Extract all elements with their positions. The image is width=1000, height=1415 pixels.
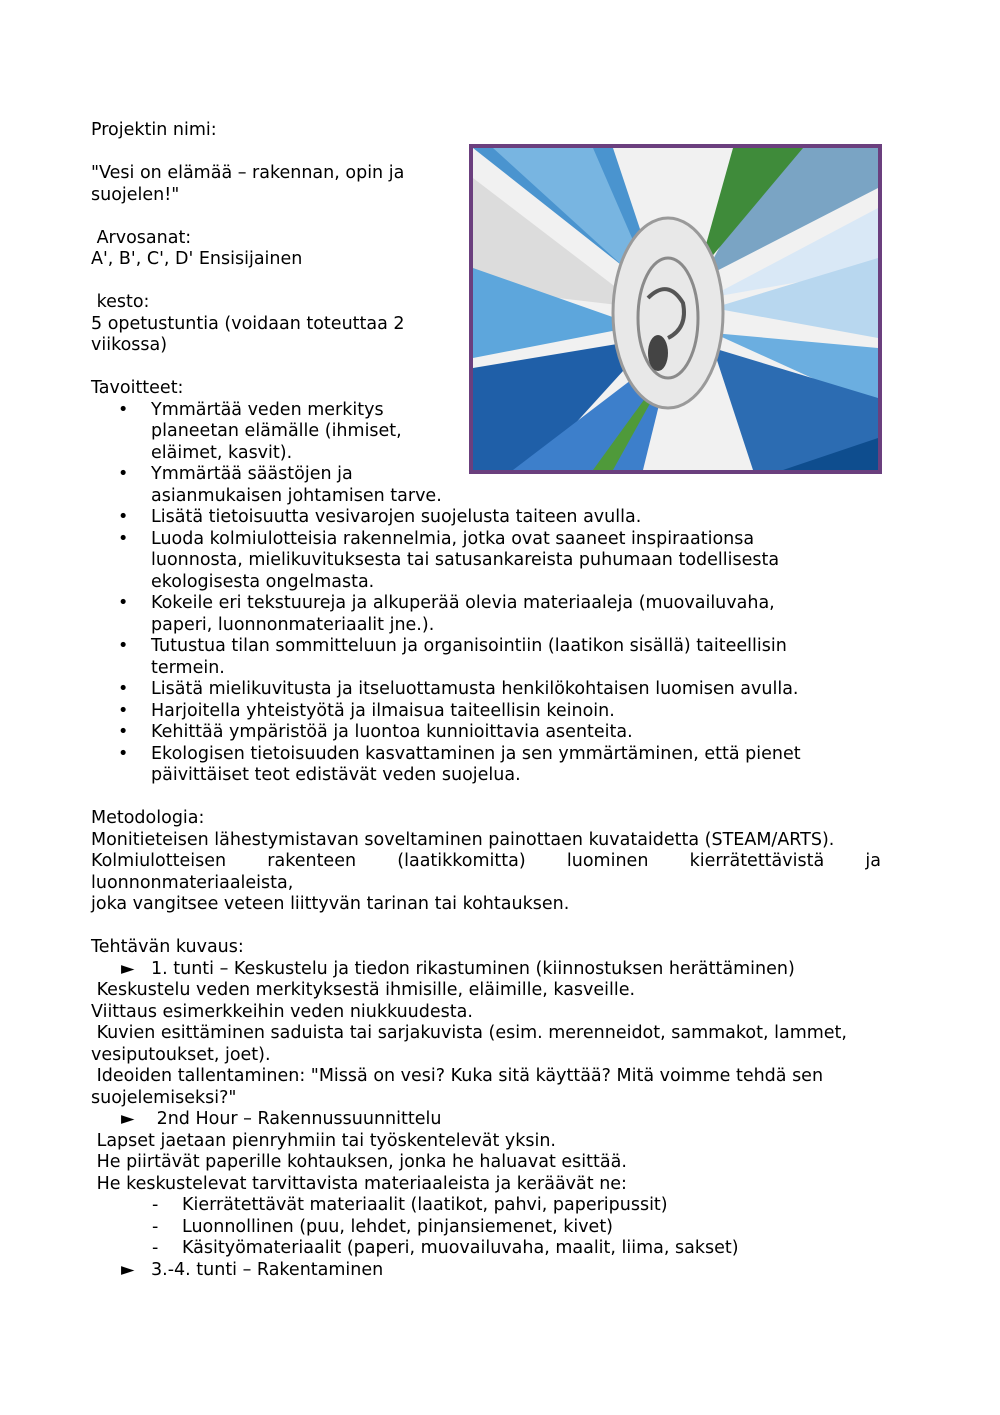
project-title-line: suojelen!" <box>91 184 180 205</box>
bullet-icon: • <box>118 679 129 699</box>
goal-item <box>91 593 881 636</box>
bullet-icon: • <box>118 507 129 527</box>
hour-2-text: He piirtävät paperille kohtauksen, jonka he haluavat esittää. <box>91 1152 627 1172</box>
material-text: Käsityömateriaalit (paperi, muovailuvaha, maalit, liima, sakset) <box>182 1238 739 1258</box>
arrow-right-icon: ► <box>121 958 135 979</box>
goal-item <box>91 507 881 529</box>
methodology-label: Metodologia: <box>91 808 205 828</box>
arrow-right-icon: ► <box>121 1109 135 1129</box>
hour-2-text: He keskustelevat tarvittavista materiaaleista ja keräävät ne: <box>91 1173 627 1194</box>
dash-marker: - <box>152 1216 159 1237</box>
goal-text: Luoda kolmiulotteisia rakennelmia, jotka ovat saaneet inspiraationsa luonnosta, mielikuvituksesta tai satusankareista puhumaan todellisesta ekologisesta ongelmasta. <box>151 528 780 592</box>
hour-title: 2nd Hour – Rakennussuunnittelu <box>151 1109 442 1129</box>
material-item <box>91 1195 881 1217</box>
hour-1-text: Viittaus esimerkkeihin veden niukkuudesta. <box>91 1001 473 1022</box>
goal-text: Tutustua tilan sommitteluun ja organisointiin (laatikon sisällä) taiteellisin termein. <box>151 636 787 678</box>
goal-text: Kokeile eri tekstuureja ja alkuperää olevia materiaaleja (muovailuvaha, paperi, luonnonmateriaalit jne.). <box>151 593 775 635</box>
methodology-text: Monitieteisen lähestymistavan soveltaminen painottaen kuvataidetta (STEAM/ARTS). <box>91 829 835 850</box>
goal-item <box>91 701 881 723</box>
goal-text: Lisätä tietoisuutta vesivarojen suojelusta taiteen avulla. <box>151 507 642 527</box>
goal-text: Ekologisen tietoisuuden kasvattaminen ja sen ymmärtäminen, että pienet päivittäiset teot edistävät veden suojelua. <box>151 743 801 785</box>
goal-text-line: Ymmärtää säästöjen ja <box>151 464 353 484</box>
hour-2-text: Lapset jaetaan pienryhmiin tai työskentelevät yksin. <box>91 1130 556 1151</box>
duration-value <box>91 314 436 357</box>
hour-1-text: Keskustelu veden merkityksestä ihmisille, eläimille, kasveille. <box>91 980 636 1000</box>
hour-1-heading <box>91 959 881 981</box>
goal-text-line: eläimet, kasvit). <box>151 442 293 463</box>
material-item <box>91 1238 881 1260</box>
methodology-text: joka vangitsee veteen liittyvän tarinan tai kohtauksen. <box>91 894 570 914</box>
goals-label: Tavoitteet: <box>91 378 184 398</box>
project-name-label: Projektin nimi: <box>91 120 217 140</box>
goal-text: Kehittää ympäristöä ja luontoa kunnioittavia asenteita. <box>151 722 633 742</box>
goal-item <box>91 464 881 507</box>
material-item <box>91 1217 881 1239</box>
duration-line: 5 opetustuntia (voidaan toteuttaa 2 <box>91 313 405 334</box>
bullet-icon: • <box>118 528 129 549</box>
methodology-text: Kolmiulotteisen rakenteen (laatikkomitta) luominen kierrätettävistä ja <box>91 851 881 871</box>
arrow-right-icon: ► <box>121 1259 135 1280</box>
bullet-icon: • <box>118 636 129 656</box>
duration-line: viikossa) <box>91 335 168 355</box>
grades-value: A', B', C', D' Ensisijainen <box>91 249 303 269</box>
goal-text: Harjoitella yhteistyötä ja ilmaisua taiteellisin keinoin. <box>151 700 615 721</box>
materials-list <box>91 1195 881 1260</box>
goal-text: Lisätä mielikuvitusta ja itseluottamusta henkilökohtaisen luomisen avulla. <box>151 679 799 699</box>
dash-marker: - <box>152 1238 159 1258</box>
bullet-icon: • <box>118 700 129 721</box>
hour-title: 3.-4. tunti – Rakentaminen <box>151 1259 384 1280</box>
goal-item <box>91 400 881 465</box>
goal-item <box>91 744 881 787</box>
goal-item <box>91 529 881 594</box>
project-title <box>91 163 466 206</box>
goal-text-line: planeetan elämälle (ihmiset, <box>151 421 402 441</box>
duration-label: kesto: <box>91 292 150 312</box>
grades-label: Arvosanat: <box>91 227 192 248</box>
bullet-icon: • <box>118 722 129 742</box>
hour-3-heading <box>91 1260 881 1282</box>
dash-marker: - <box>152 1195 159 1215</box>
bullet-icon: • <box>118 464 129 484</box>
goal-text-line: Ymmärtää veden merkitys <box>151 399 384 420</box>
task-label: Tehtävän kuvaus: <box>91 937 244 957</box>
document-body <box>91 120 881 1281</box>
methodology-text: luonnonmateriaaleista, <box>91 872 294 893</box>
goals-list <box>91 400 881 787</box>
bullet-icon: • <box>118 743 129 764</box>
goal-item <box>91 722 881 744</box>
bullet-icon: • <box>118 399 129 420</box>
bullet-icon: • <box>118 593 129 613</box>
material-text: Luonnollinen (puu, lehdet, pinjansiemenet, kivet) <box>182 1216 614 1237</box>
hour-1-text: Ideoiden tallentaminen: "Missä on vesi? Kuka sitä käyttää? Mitä voimme tehdä sen suojelemiseksi?" <box>91 1066 829 1108</box>
hour-title: 1. tunti – Keskustelu ja tiedon rikastuminen (kiinnostuksen herättäminen) <box>151 958 795 979</box>
hour-1-text: Kuvien esittäminen saduista tai sarjakuvista (esim. merenneidot, sammakot, lammet, vesiputoukset, joet). <box>91 1023 853 1065</box>
goal-text-line: asianmukaisen johtamisen tarve. <box>151 485 442 506</box>
material-text: Kierrätettävät materiaalit (laatikot, pahvi, paperipussit) <box>182 1195 668 1215</box>
goal-item <box>91 679 881 701</box>
project-title-line: "Vesi on elämää – rakennan, opin ja <box>91 163 405 183</box>
goal-item <box>91 636 881 679</box>
hour-2-heading <box>91 1109 881 1131</box>
